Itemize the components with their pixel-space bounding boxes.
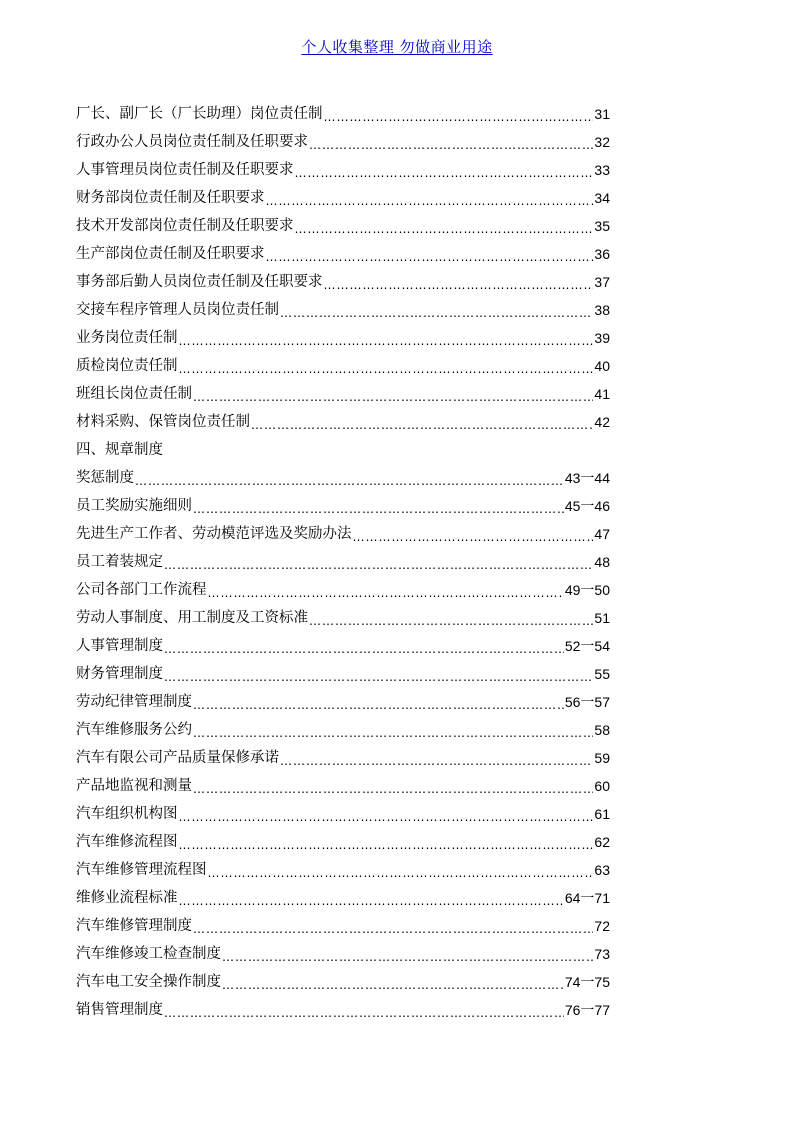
toc-entry[interactable] xyxy=(76,632,610,660)
toc-entry-page: 62 xyxy=(594,834,610,850)
toc-entry-page: 58 xyxy=(594,722,610,738)
toc-leader-dots xyxy=(164,1002,564,1024)
toc-entry-title: 质检岗位责任制 xyxy=(76,358,178,374)
toc-leader-dots xyxy=(193,918,593,940)
toc-entry-title: 生产部岗位责任制及任职要求 xyxy=(76,246,265,262)
toc-entry[interactable] xyxy=(76,128,610,156)
toc-leader-dots xyxy=(208,862,594,884)
toc-entry-page: 49一50 xyxy=(564,582,610,598)
toc-leader-dots xyxy=(324,106,594,128)
toc-leader-dots xyxy=(179,358,594,380)
toc-leader-dots xyxy=(179,890,564,912)
toc-leader-dots xyxy=(309,134,593,156)
toc-leader-dots xyxy=(280,750,593,772)
toc-entry[interactable] xyxy=(76,912,610,940)
toc-entry-page: 61 xyxy=(594,806,610,822)
toc-entry-title: 劳动人事制度、用工制度及工资标准 xyxy=(76,610,308,626)
toc-entry-page: 76一77 xyxy=(564,1002,610,1018)
toc-entry[interactable] xyxy=(76,492,610,520)
toc-leader-dots xyxy=(324,274,594,296)
toc-entry[interactable] xyxy=(76,968,610,996)
toc-entry-title: 员工奖励实施细则 xyxy=(76,498,192,514)
toc-entry-page: 40 xyxy=(594,358,610,374)
toc-entry-title: 汽车电工安全操作制度 xyxy=(76,974,221,990)
toc-leader-dots xyxy=(135,470,564,492)
toc-entry[interactable] xyxy=(76,716,610,744)
toc-entry-title: 劳动纪律管理制度 xyxy=(76,694,192,710)
toc-leader-dots xyxy=(266,246,594,268)
toc-entry-title: 汽车维修管理制度 xyxy=(76,918,192,934)
toc-entry[interactable] xyxy=(76,688,610,716)
toc-entry[interactable] xyxy=(76,464,610,492)
toc-entry-title: 汽车维修服务公约 xyxy=(76,722,192,738)
toc-entry-page: 60 xyxy=(594,778,610,794)
toc-entry[interactable] xyxy=(76,660,610,688)
toc-entry[interactable] xyxy=(76,380,610,408)
toc-leader-dots xyxy=(251,414,593,436)
toc-entry-page: 52一54 xyxy=(564,638,610,654)
toc-entry-title: 财务管理制度 xyxy=(76,666,163,682)
toc-leader-dots xyxy=(164,666,593,688)
toc-entry-page: 31 xyxy=(594,106,610,122)
toc-entry[interactable] xyxy=(76,548,610,576)
toc-entry-page: 51 xyxy=(594,610,610,626)
toc-entry-title: 班组长岗位责任制 xyxy=(76,386,192,402)
toc-entry-title: 人事管理员岗位责任制及任职要求 xyxy=(76,162,294,178)
table-of-contents xyxy=(76,100,610,1024)
toc-entry-title: 员工着装规定 xyxy=(76,554,163,570)
toc-entry-title: 奖惩制度 xyxy=(76,470,134,486)
toc-entry[interactable] xyxy=(76,268,610,296)
toc-entry-page: 32 xyxy=(594,134,610,150)
toc-leader-dots xyxy=(222,946,593,968)
toc-leader-dots xyxy=(164,554,593,576)
toc-entry-page: 34 xyxy=(594,190,610,206)
toc-entry[interactable] xyxy=(76,940,610,968)
toc-entry-page: 47 xyxy=(594,526,610,542)
toc-entry-page: 37 xyxy=(594,274,610,290)
toc-entry-title: 汽车维修管理流程图 xyxy=(76,862,207,878)
toc-entry[interactable] xyxy=(76,828,610,856)
page-header[interactable]: 个人收集整理 勿做商业用途 xyxy=(301,38,493,56)
toc-leader-dots xyxy=(193,778,593,800)
toc-entry[interactable] xyxy=(76,744,610,772)
toc-entry-page: 73 xyxy=(594,946,610,962)
toc-leader-dots xyxy=(193,694,564,716)
toc-entry[interactable] xyxy=(76,408,610,436)
toc-leader-dots xyxy=(164,638,564,660)
toc-leader-dots xyxy=(280,302,593,324)
toc-entry-page: 64一71 xyxy=(564,890,610,906)
toc-entry-page: 41 xyxy=(594,386,610,402)
toc-entry-title: 汽车维修竣工检查制度 xyxy=(76,946,221,962)
toc-entry-page: 48 xyxy=(594,554,610,570)
toc-entry[interactable] xyxy=(76,772,610,800)
toc-leader-dots xyxy=(179,806,594,828)
toc-entry-title: 维修业流程标准 xyxy=(76,890,178,906)
toc-leader-dots xyxy=(179,330,594,352)
toc-entry-title: 先进生产工作者、劳动模范评选及奖励办法 xyxy=(76,526,352,542)
toc-entry-title: 技术开发部岗位责任制及任职要求 xyxy=(76,218,294,234)
toc-entry-page: 56一57 xyxy=(564,694,610,710)
toc-leader-dots xyxy=(193,498,564,520)
toc-entry-page: 42 xyxy=(594,414,610,430)
toc-entry[interactable] xyxy=(76,352,610,380)
toc-section-heading: 四、规章制度 xyxy=(76,442,163,458)
toc-leader-dots xyxy=(179,834,594,856)
toc-entry-page: 35 xyxy=(594,218,610,234)
toc-leader-dots xyxy=(295,162,594,184)
toc-entry-page: 36 xyxy=(594,246,610,262)
toc-leader-dots xyxy=(208,582,564,604)
toc-entry[interactable] xyxy=(76,184,610,212)
toc-leader-dots xyxy=(193,722,593,744)
toc-entry-title: 财务部岗位责任制及任职要求 xyxy=(76,190,265,206)
toc-entry-page: 38 xyxy=(594,302,610,318)
toc-entry[interactable] xyxy=(76,240,610,268)
toc-entry[interactable] xyxy=(76,520,610,548)
toc-entry-title: 汽车维修流程图 xyxy=(76,834,178,850)
toc-entry[interactable] xyxy=(76,156,610,184)
toc-entry-page: 33 xyxy=(594,162,610,178)
toc-entry-title: 行政办公人员岗位责任制及任职要求 xyxy=(76,134,308,150)
toc-entry-page: 39 xyxy=(594,330,610,346)
toc-leader-dots xyxy=(309,610,593,632)
toc-entry-title: 汽车组织机构图 xyxy=(76,806,178,822)
toc-entry-title: 公司各部门工作流程 xyxy=(76,582,207,598)
toc-entry-page: 74一75 xyxy=(564,974,610,990)
toc-entry[interactable] xyxy=(76,576,610,604)
toc-leader-dots xyxy=(222,974,564,996)
toc-leader-dots xyxy=(295,218,594,240)
toc-entry[interactable] xyxy=(76,884,610,912)
toc-entry-title: 产品地监视和测量 xyxy=(76,778,192,794)
toc-entry[interactable] xyxy=(76,212,610,240)
toc-entry[interactable] xyxy=(76,856,610,884)
toc-entry-page: 43一44 xyxy=(564,470,610,486)
toc-entry[interactable] xyxy=(76,100,610,128)
toc-entry[interactable] xyxy=(76,800,610,828)
toc-leader-dots xyxy=(193,386,593,408)
toc-entry[interactable] xyxy=(76,604,610,632)
toc-entry-title: 交接车程序管理人员岗位责任制 xyxy=(76,302,279,318)
toc-entry-page: 72 xyxy=(594,918,610,934)
toc-entry-page: 45一46 xyxy=(564,498,610,514)
toc-entry-title: 销售管理制度 xyxy=(76,1002,163,1018)
toc-entry-page: 59 xyxy=(594,750,610,766)
toc-entry[interactable] xyxy=(76,324,610,352)
toc-entry-title: 业务岗位责任制 xyxy=(76,330,178,346)
toc-entry[interactable] xyxy=(76,996,610,1024)
toc-entry-title: 事务部后勤人员岗位责任制及任职要求 xyxy=(76,274,323,290)
toc-entry-title: 厂长、副厂长（厂长助理）岗位责任制 xyxy=(76,106,323,122)
toc-entry-title: 人事管理制度 xyxy=(76,638,163,654)
toc-leader-dots xyxy=(353,526,594,548)
toc-entry-page: 63 xyxy=(594,862,610,878)
toc-leader-dots xyxy=(266,190,594,212)
toc-entry-title: 材料采购、保管岗位责任制 xyxy=(76,414,250,430)
toc-entry-page: 55 xyxy=(594,666,610,682)
toc-entry-title: 汽车有限公司产品质量保修承诺 xyxy=(76,750,279,766)
toc-entry[interactable] xyxy=(76,296,610,324)
